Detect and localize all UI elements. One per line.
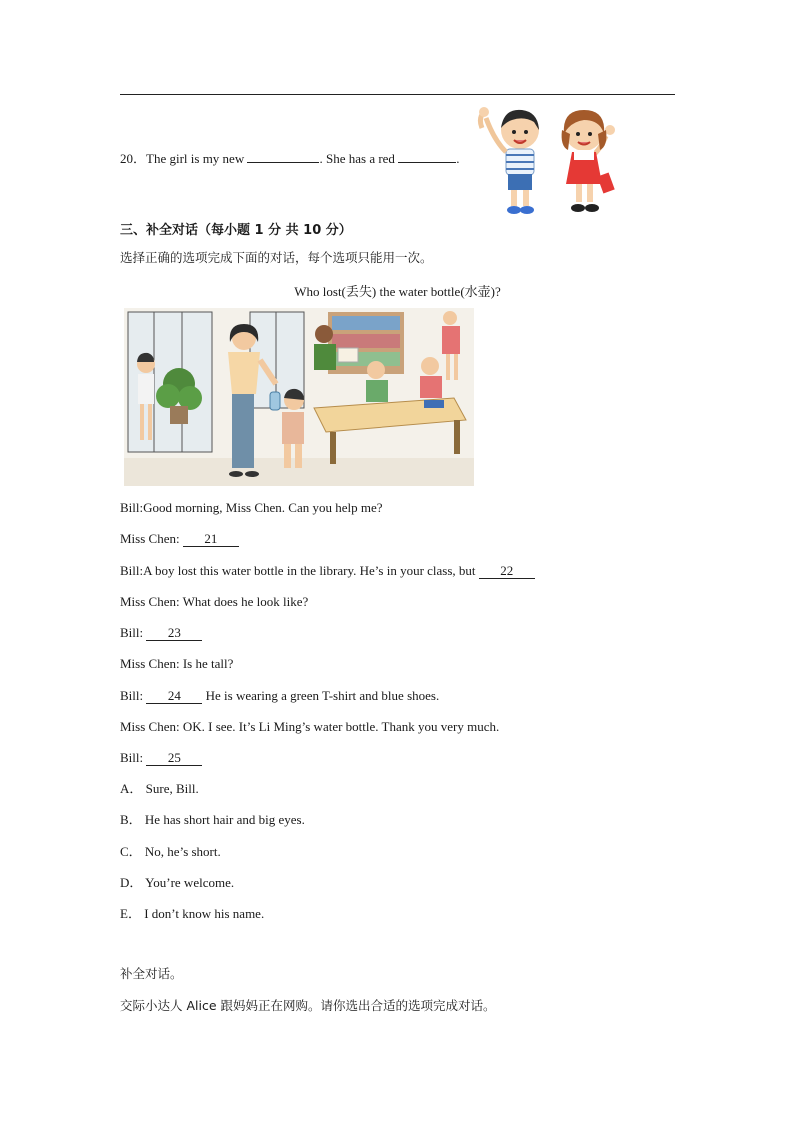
section-instruction: 选择正确的选项完成下面的对话，每个选项只能用一次。 — [120, 250, 433, 265]
girl-figure — [562, 110, 615, 212]
top-rule — [120, 94, 675, 95]
water-bottle — [270, 392, 280, 410]
next-section-instruction: 交际小达人 Alice 跟妈妈正在网购。请你选出合适的选项完成对话。 — [120, 998, 496, 1013]
classroom-illustration — [124, 308, 474, 486]
section-heading: 三、补全对话（每小题 1 分 共 10 分） — [120, 223, 352, 238]
answer-blank-25[interactable]: 25 — [146, 750, 202, 766]
boy-girl-illustration — [476, 100, 626, 220]
answer-blank-1[interactable] — [247, 162, 319, 163]
dialogue-title: Who lost(丢失) the water bottle(水壶)? — [294, 284, 501, 299]
dialogue-line-2: Miss Chen: 21 — [120, 530, 239, 548]
dialogue-line-5: Bill: 23 — [120, 624, 202, 642]
question-text-2: . She has a red — [319, 151, 395, 166]
question-text-3: . — [456, 151, 460, 166]
dialogue-line-8: Miss Chen: OK. I see. It’s Li Ming’s water bottle. Thank you very much. — [120, 719, 500, 734]
next-section-title: 补全对话。 — [120, 966, 183, 981]
option-c: C． No, he’s short. — [120, 844, 221, 859]
dialogue-line-3: Bill:A boy lost this water bottle in the library. He’s in your class, but 22 — [120, 562, 535, 580]
option-e: E． I don’t know his name. — [120, 906, 265, 921]
answer-blank-2[interactable] — [398, 162, 456, 163]
answer-blank-23[interactable]: 23 — [146, 625, 202, 641]
dialogue-line-9: Bill: 25 — [120, 749, 202, 767]
answer-blank-22[interactable]: 22 — [479, 563, 535, 579]
answer-blank-21[interactable]: 21 — [183, 531, 239, 547]
answer-blank-24[interactable]: 24 — [146, 688, 202, 704]
boy-figure — [479, 107, 539, 214]
option-d: D． You’re welcome. — [120, 875, 235, 890]
option-a: A． Sure, Bill. — [120, 781, 199, 796]
bookshelf — [328, 312, 404, 374]
question-number: 20． — [120, 151, 147, 166]
question-20 — [120, 150, 459, 168]
dialogue-line-6: Miss Chen: Is he tall? — [120, 656, 234, 671]
dialogue-line-1: Bill:Good morning, Miss Chen. Can you help me? — [120, 500, 383, 515]
dialogue-line-7: Bill: 24 He is wearing a green T-shirt and blue shoes. — [120, 688, 440, 703]
dialogue-line-4: Miss Chen: What does he look like? — [120, 594, 309, 609]
option-b: B． He has short hair and big eyes. — [120, 812, 305, 827]
question-text-1: The girl is my new — [146, 151, 245, 166]
